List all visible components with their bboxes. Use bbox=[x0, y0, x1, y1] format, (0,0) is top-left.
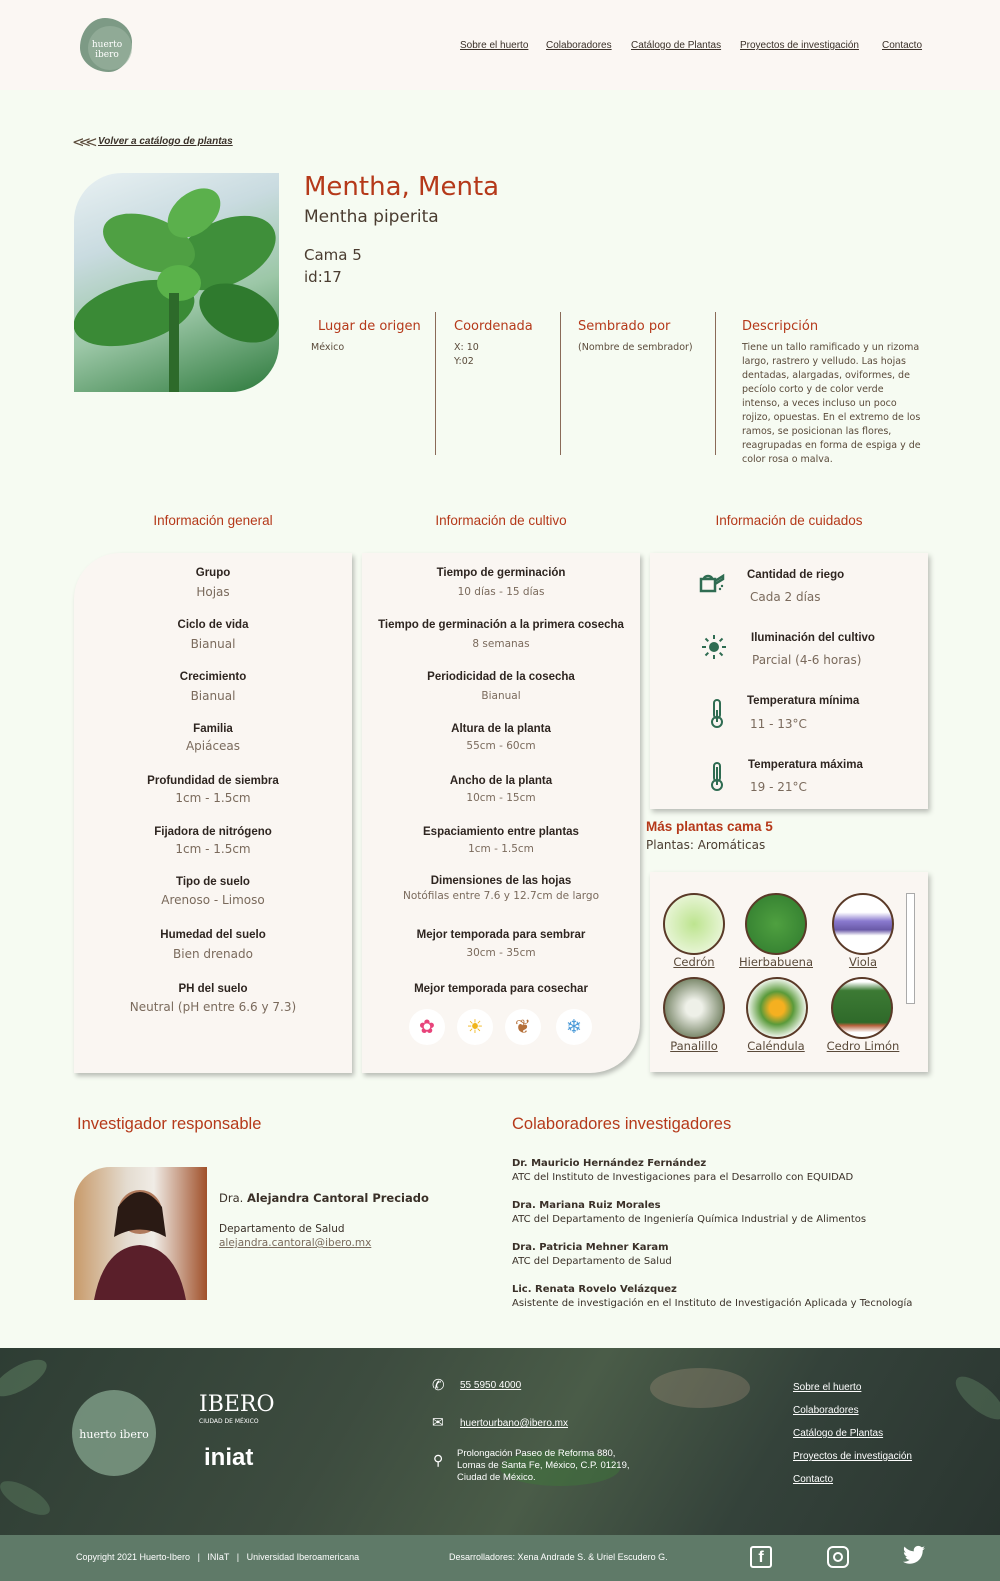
collaborator-desc: ATC del Departamento de Salud bbox=[512, 1256, 672, 1267]
ibero-logo[interactable]: IBERO bbox=[199, 1392, 275, 1417]
footer-link-colaboradores[interactable]: Colaboradores bbox=[793, 1405, 859, 1416]
description-label: Descripción bbox=[742, 319, 819, 334]
cultivation-item-label: Periodicidad de la cosecha bbox=[427, 671, 575, 683]
care-item-label: Temperatura máxima bbox=[748, 759, 863, 771]
nav-colaboradores[interactable]: Colaboradores bbox=[546, 40, 612, 51]
plant-common-name: Mentha, Menta bbox=[304, 172, 500, 202]
site-footer bbox=[0, 1348, 1000, 1535]
collaborator-name: Lic. Renata Rovelo Velázquez bbox=[512, 1284, 677, 1295]
general-item-value: Bien drenado bbox=[173, 947, 253, 961]
researcher-section-title: Investigador responsable bbox=[77, 1115, 262, 1133]
plant-thumb-panalillo[interactable] bbox=[663, 977, 725, 1039]
developers-text: Desarrolladores: Xena Andrade S. & Uriel Escudero G. bbox=[449, 1552, 668, 1562]
nav-sobre-el-huerto[interactable]: Sobre el huerto bbox=[460, 40, 529, 51]
cultivation-item-label: Tiempo de germinación bbox=[436, 567, 566, 579]
plant-link-cedron[interactable]: Cedrón bbox=[673, 955, 715, 969]
general-item-label: Fijadora de nitrógeno bbox=[154, 826, 272, 838]
instagram-icon[interactable] bbox=[827, 1546, 849, 1568]
general-item-value: Bianual bbox=[190, 689, 236, 703]
care-item-value: Cada 2 días bbox=[750, 590, 821, 604]
collaborator-desc: ATC del Instituto de Investigaciones para el Desarrollo con EQUIDAD bbox=[512, 1172, 854, 1183]
care-item-value: 11 - 13°C bbox=[750, 717, 807, 731]
care-item-label: Iluminación del cultivo bbox=[751, 632, 875, 644]
ibero-logo-sub: CIUDAD DE MÉXICO bbox=[199, 1418, 259, 1425]
footer-email[interactable]: huertourbano@ibero.mx bbox=[460, 1418, 568, 1429]
general-item-value: Apiáceas bbox=[185, 739, 241, 753]
back-to-catalog-link[interactable]: Volver a catálogo de plantas bbox=[98, 136, 233, 147]
spring-flower-icon: ✿ bbox=[409, 1009, 445, 1045]
twitter-icon[interactable] bbox=[903, 1545, 925, 1570]
care-info-title: Información de cuidados bbox=[715, 513, 863, 528]
plant-photo bbox=[74, 173, 279, 392]
origin-value: México bbox=[311, 342, 345, 353]
site-header bbox=[0, 0, 1000, 90]
double-chevron-left-icon[interactable]: <<< bbox=[72, 133, 92, 151]
general-item-label: PH del suelo bbox=[178, 983, 248, 995]
researcher-photo bbox=[74, 1167, 207, 1300]
nav-contacto[interactable]: Contacto bbox=[882, 40, 923, 51]
general-info-card bbox=[74, 553, 352, 1073]
researcher-department: Departamento de Salud bbox=[219, 1223, 345, 1235]
plant-thumb-calendula[interactable] bbox=[746, 977, 808, 1039]
cultivation-item-value: 30cm - 35cm bbox=[466, 947, 536, 959]
footer-logo-text[interactable]: huerto ibero bbox=[79, 1428, 149, 1441]
plant-bed: Cama 5 bbox=[304, 246, 362, 264]
cultivation-item-value: 8 semanas bbox=[472, 638, 530, 650]
researcher-name-line bbox=[219, 1191, 429, 1205]
watering-can-icon bbox=[696, 569, 726, 599]
coord-label: Coordenada bbox=[454, 319, 533, 334]
collaborator-desc: Asistente de investigación en el Instituto de Investigación Aplicada y Tecnología bbox=[512, 1298, 913, 1309]
cultivation-item-value: 10 días - 15 días bbox=[457, 586, 545, 598]
divider bbox=[715, 312, 716, 455]
divider bbox=[560, 312, 561, 455]
researcher-name: Alejandra Cantoral Preciado bbox=[246, 1191, 429, 1205]
care-item-value: Parcial (4-6 horas) bbox=[752, 653, 862, 667]
winter-snowflake-icon: ❄ bbox=[556, 1009, 592, 1045]
divider bbox=[435, 312, 436, 455]
nav-catalogo-plantas[interactable]: Catálogo de Plantas bbox=[631, 40, 722, 51]
sown-value: (Nombre de sembrador) bbox=[578, 342, 693, 353]
footer-link-catalogo[interactable]: Catálogo de Plantas bbox=[793, 1428, 884, 1439]
description-text: Tiene un tallo ramificado y un rizoma largo, rastrero y velludo. Las hojas dentadas, alargadas, oviformes, de pecíolo corto y de color verde intenso, a veces incluso un poco rojizo, opuestas. En el extremo de los ramos, se posicionan las flores, reagrupadas en forma de espiga y de color rosa o malva. bbox=[742, 342, 921, 465]
plant-link-cedro-limon[interactable]: Cedro Limón bbox=[826, 1039, 900, 1053]
general-item-value: Bianual bbox=[190, 637, 236, 651]
cultivation-info-card bbox=[362, 553, 640, 1073]
cultivation-item-label: Espaciamiento entre plantas bbox=[423, 826, 579, 838]
location-pin-icon: ⚲ bbox=[433, 1452, 444, 1468]
footer-phone[interactable]: 55 5950 4000 bbox=[460, 1380, 522, 1391]
plant-thumb-viola[interactable] bbox=[832, 893, 894, 955]
plant-link-calendula[interactable]: Caléndula bbox=[747, 1039, 805, 1053]
researcher-prefix: Dra. bbox=[219, 1191, 244, 1205]
more-plants-title: Más plantas cama 5 bbox=[646, 819, 773, 834]
facebook-icon[interactable]: f bbox=[750, 1546, 772, 1568]
collaborator-desc: ATC del Departamento de Ingeniería Química Industrial y de Alimentos bbox=[512, 1214, 867, 1225]
summer-sun-icon: ☀ bbox=[457, 1009, 493, 1045]
general-item-value: Neutral (pH entre 6.6 y 7.3) bbox=[129, 1000, 297, 1014]
general-item-label: Humedad del suelo bbox=[160, 929, 266, 941]
footer-link-sobre[interactable]: Sobre el huerto bbox=[793, 1382, 862, 1393]
collaborator-name: Dra. Patricia Mehner Karam bbox=[512, 1242, 669, 1253]
cultivation-item-label: Ancho de la planta bbox=[449, 775, 553, 787]
cultivation-item-value: Notófilas entre 7.6 y 12.7cm de largo bbox=[402, 890, 600, 902]
nav-proyectos[interactable]: Proyectos de investigación bbox=[740, 40, 859, 51]
iniat-logo[interactable]: iniat bbox=[204, 1444, 254, 1471]
coord-y: Y:02 bbox=[454, 356, 474, 367]
cultivation-info-title: Información de cultivo bbox=[435, 513, 567, 528]
scrollbar[interactable] bbox=[906, 893, 915, 1004]
plant-thumb-cedron[interactable] bbox=[663, 893, 725, 955]
care-item-value: 19 - 21°C bbox=[750, 780, 807, 794]
cultivation-item-label: Mejor temporada para sembrar bbox=[416, 929, 586, 941]
autumn-leaf-icon: ❦ bbox=[505, 1009, 541, 1045]
footer-link-proyectos[interactable]: Proyectos de investigación bbox=[793, 1451, 912, 1462]
collaborators-section-title: Colaboradores investigadores bbox=[512, 1115, 732, 1133]
origin-label: Lugar de origen bbox=[318, 319, 421, 334]
sown-label: Sembrado por bbox=[578, 319, 671, 334]
mail-icon: ✉ bbox=[432, 1414, 444, 1430]
cultivation-item-value: 1cm - 1.5cm bbox=[468, 843, 534, 855]
plant-scientific-name: Mentha piperita bbox=[304, 207, 439, 227]
cultivation-item-value: 55cm - 60cm bbox=[466, 740, 536, 752]
general-item-value: Hojas bbox=[196, 585, 230, 599]
researcher-email-link[interactable]: alejandra.cantoral@ibero.mx bbox=[219, 1237, 372, 1249]
cultivation-item-label: Dimensiones de las hojas bbox=[430, 875, 572, 887]
plant-link-hierbabuena[interactable]: Hierbabuena bbox=[739, 955, 813, 969]
logo-text[interactable]: huerto ibero bbox=[91, 40, 123, 60]
general-item-label: Tipo de suelo bbox=[176, 876, 250, 888]
footer-bottom-bar bbox=[0, 1535, 1000, 1581]
general-item-label: Grupo bbox=[195, 567, 231, 579]
cultivation-item-label: Altura de la planta bbox=[451, 723, 551, 735]
plant-id: id:17 bbox=[304, 268, 342, 286]
general-item-value: 1cm - 1.5cm bbox=[175, 791, 251, 805]
footer-link-contacto[interactable]: Contacto bbox=[793, 1474, 834, 1485]
plant-link-panalillo[interactable]: Panalillo bbox=[670, 1039, 718, 1053]
cultivation-item-value: 10cm - 15cm bbox=[466, 792, 536, 804]
general-item-label: Ciclo de vida bbox=[177, 619, 249, 631]
phone-icon: ✆ bbox=[432, 1377, 445, 1394]
cultivation-item-value: Bianual bbox=[481, 690, 521, 702]
plant-thumb-cedro-limon[interactable] bbox=[831, 977, 893, 1039]
general-info-title: Información general bbox=[153, 513, 273, 528]
general-item-label: Profundidad de siembra bbox=[147, 775, 279, 787]
sun-icon bbox=[699, 634, 729, 664]
copyright-text: Copyright 2021 Huerto-Ibero | INIaT | Universidad Iberoamericana bbox=[76, 1552, 360, 1562]
care-item-label: Cantidad de riego bbox=[747, 569, 845, 581]
collaborator-name: Dra. Mariana Ruiz Morales bbox=[512, 1200, 661, 1211]
general-item-label: Crecimiento bbox=[179, 671, 247, 683]
cultivation-item-label: Mejor temporada para cosechar bbox=[414, 983, 588, 995]
footer-address: Prolongación Paseo de Reforma 880, Lomas de Santa Fe, México, C.P. 01219, Ciudad de México. bbox=[457, 1448, 630, 1483]
general-item-label: Familia bbox=[193, 723, 233, 735]
more-plants-subtitle: Plantas: Aromáticas bbox=[646, 838, 766, 852]
general-item-value: Arenoso - Limoso bbox=[161, 893, 265, 907]
cultivation-item-label: Tiempo de germinación a la primera cosecha bbox=[378, 619, 624, 631]
general-item-value: 1cm - 1.5cm bbox=[175, 842, 251, 856]
thermometer-icon bbox=[702, 761, 732, 791]
care-item-label: Temperatura mínima bbox=[747, 695, 860, 707]
thermometer-icon bbox=[702, 698, 732, 728]
plant-thumb-hierbabuena[interactable] bbox=[745, 893, 807, 955]
collaborator-name: Dr. Mauricio Hernández Fernández bbox=[512, 1158, 707, 1169]
plant-link-viola[interactable]: Viola bbox=[848, 955, 878, 969]
coord-x: X: 10 bbox=[454, 342, 479, 353]
